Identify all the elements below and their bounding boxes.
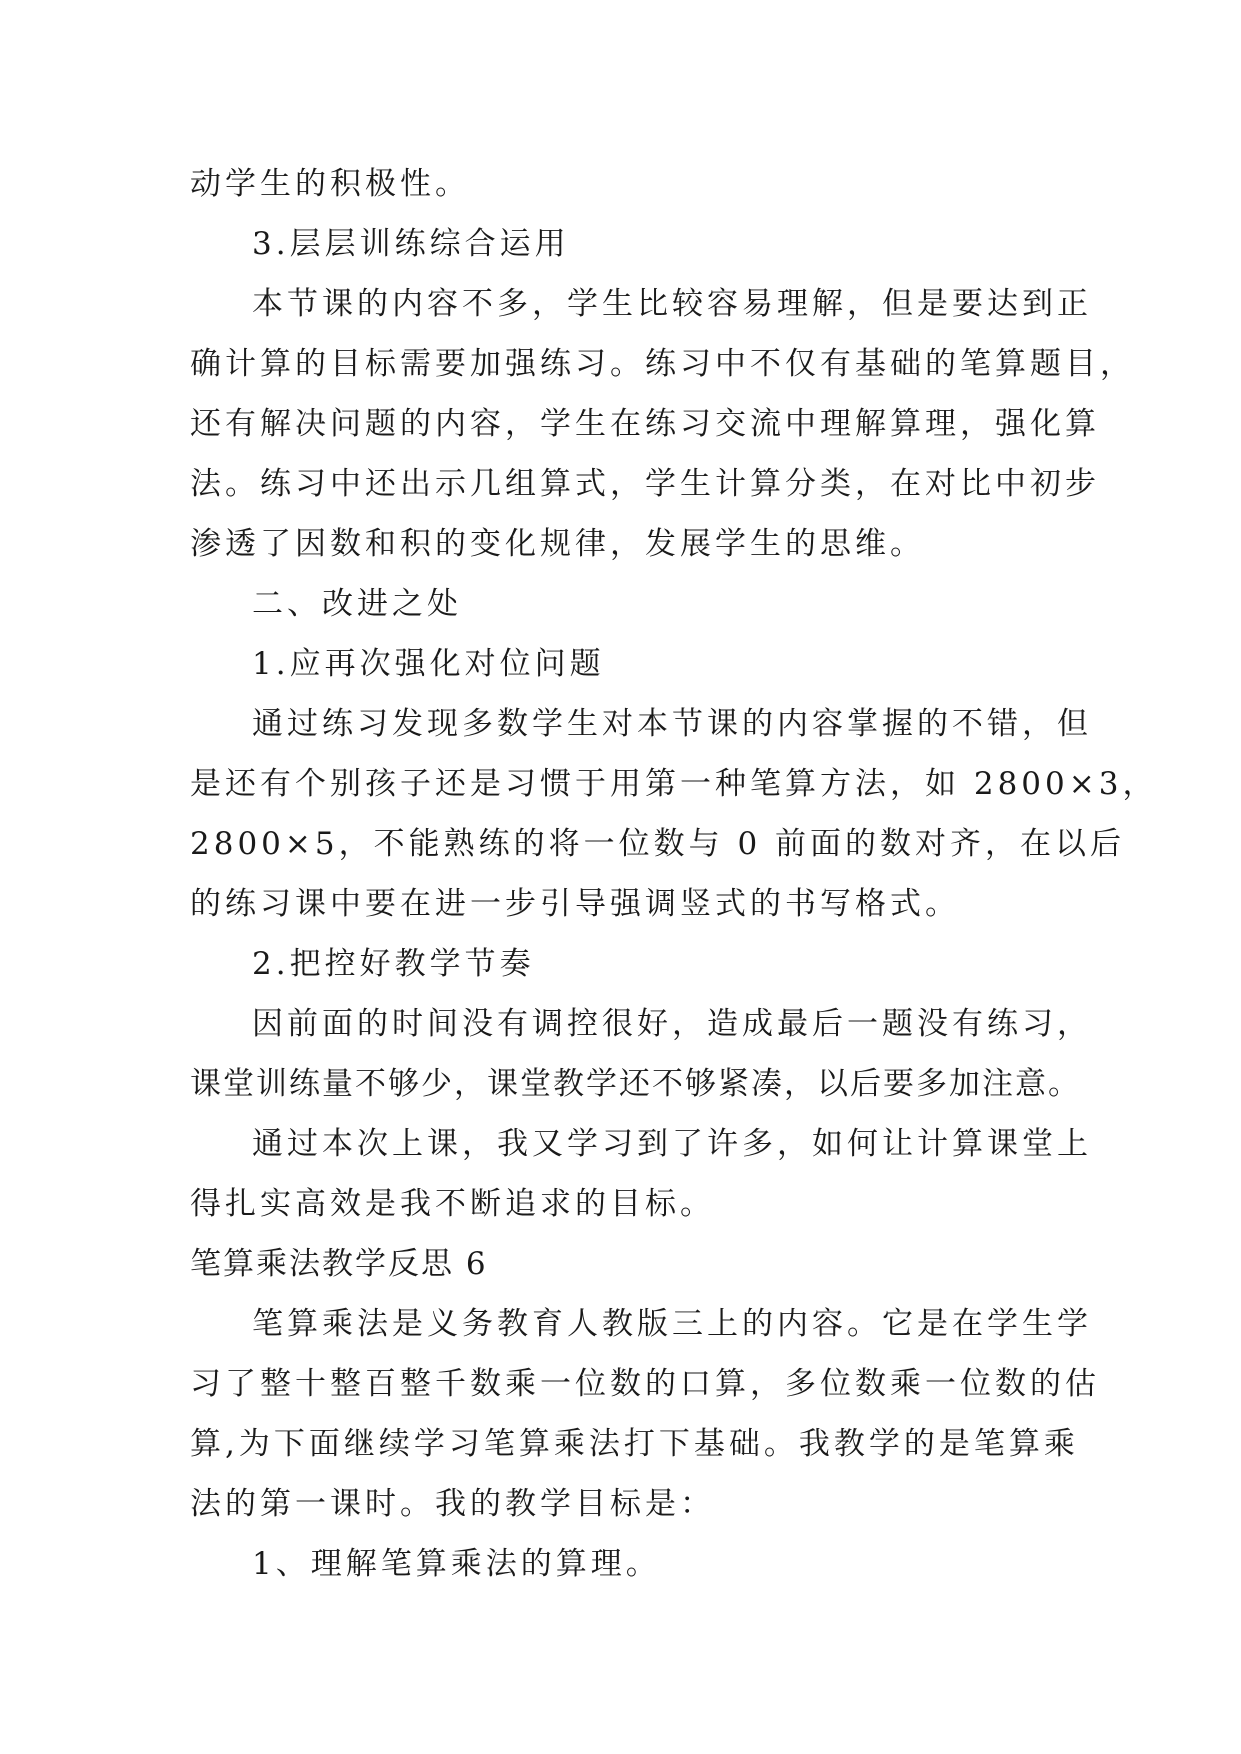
paragraph-line: 的练习课中要在进一步引导强调竖式的书写格式。: [190, 886, 960, 922]
paragraph-line: 2800×5，不能熟练的将一位数与 0 前面的数对齐，在以后: [190, 826, 1126, 862]
section-subheading: 1.应再次强化对位问题: [252, 646, 605, 682]
paragraph-line: 习了整十整百整千数乘一位数的口算，多位数乘一位数的估: [190, 1366, 1100, 1402]
section-heading: 二、改进之处: [252, 586, 462, 622]
list-item: 1、理解笔算乘法的算理。: [252, 1546, 661, 1582]
article-title: 笔算乘法教学反思 6: [190, 1246, 488, 1282]
paragraph-line: 法。练习中还出示几组算式，学生计算分类，在对比中初步: [190, 466, 1100, 502]
paragraph-line: 课堂训练量不够少，课堂教学还不够紧凑，以后要多加注意。: [190, 1066, 1081, 1102]
paragraph-line: 因前面的时间没有调控很好，造成最后一题没有练习，: [252, 1006, 1092, 1042]
section-subheading: 3.层层训练综合运用: [252, 226, 570, 262]
paragraph-line: 是还有个别孩子还是习惯于用第一种笔算方法，如 2800×3，: [190, 766, 1158, 802]
paragraph-line: 渗透了因数和积的变化规律，发展学生的思维。: [190, 526, 925, 562]
paragraph-line: 通过本次上课，我又学习到了许多，如何让计算课堂上: [252, 1126, 1092, 1162]
paragraph-line: 法的第一课时。我的教学目标是：: [190, 1486, 715, 1522]
paragraph-line: 得扎实高效是我不断追求的目标。: [190, 1186, 715, 1222]
section-subheading: 2.把控好教学节奏: [252, 946, 535, 982]
paragraph-line: 笔算乘法是义务教育人教版三上的内容。它是在学生学: [252, 1306, 1092, 1342]
paragraph-line: 确计算的目标需要加强练习。练习中不仅有基础的笔算题目，: [190, 346, 1135, 382]
paragraph-line: 还有解决问题的内容，学生在练习交流中理解算理，强化算: [190, 406, 1100, 442]
paragraph-line: 通过练习发现多数学生对本节课的内容掌握的不错，但: [252, 706, 1092, 742]
paragraph-line: 本节课的内容不多，学生比较容易理解，但是要达到正: [252, 286, 1092, 322]
paragraph-line: 算,为下面继续学习笔算乘法打下基础。我教学的是笔算乘: [190, 1426, 1079, 1462]
text-line: 动学生的积极性。: [190, 166, 470, 202]
